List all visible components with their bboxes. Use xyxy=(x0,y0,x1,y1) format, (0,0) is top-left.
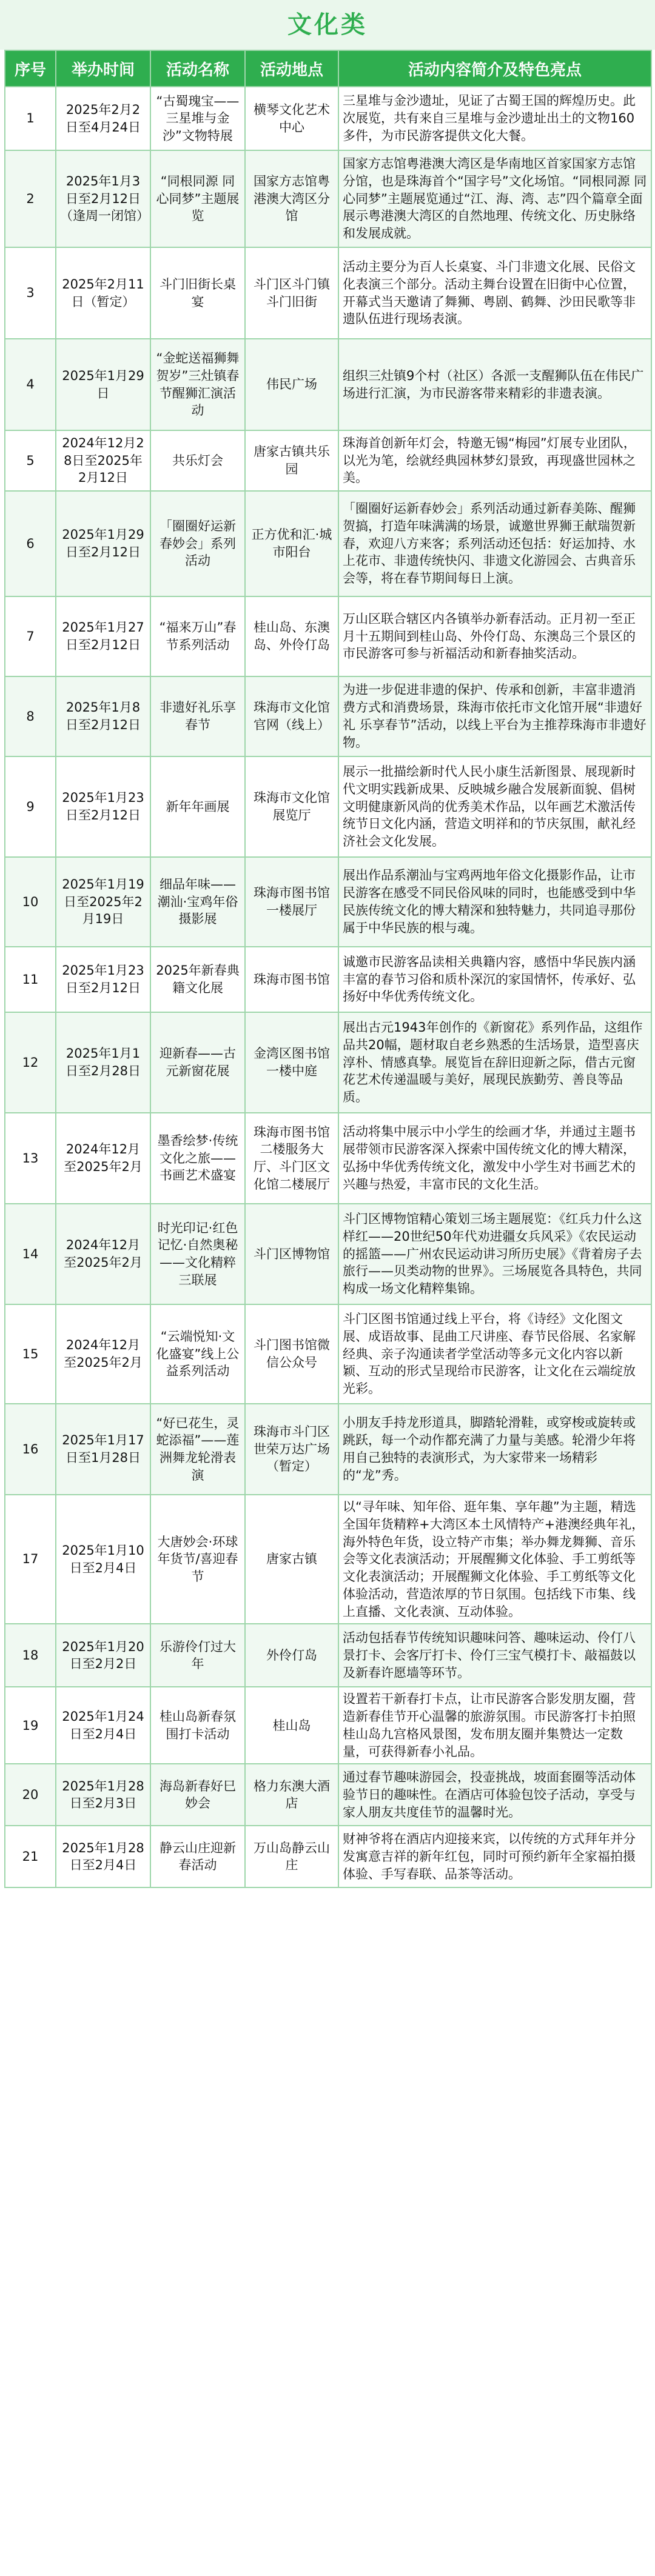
row-description: 诚邀市民游客品读相关典籍内容，感悟中华民族内涵丰富的春节习俗和质朴深沉的家国情怀，传承好、弘扬好中华优秀传统文化。 xyxy=(338,947,651,1012)
row-activity-name: 斗门旧街长桌宴 xyxy=(150,247,245,339)
row-activity-name: 大唐妙会·环球年货节/喜迎春节 xyxy=(150,1495,245,1624)
row-description: 小朋友手持龙形道具，脚踏轮滑鞋，或穿梭或旋转或跳跃，每一个动作都充满了力量与美感。轮滑少年将用自己独特的表演形式，为大家带来一场精彩的“龙”秀。 xyxy=(338,1404,651,1495)
row-number: 17 xyxy=(5,1495,56,1624)
row-activity-name: 静云山庄迎新春活动 xyxy=(150,1826,245,1887)
row-description: 展出作品系潮汕与宝鸡两地年俗文化摄影作品，让市民游客在感受不同民俗风味的同时，也能感受到中华民族传统文化的博大精深和独特魅力，共同追寻那份属于中华民族的根与魂。 xyxy=(338,857,651,947)
row-location: 唐家古镇共乐园 xyxy=(245,430,338,491)
table-row xyxy=(5,150,651,247)
table-row xyxy=(5,339,651,430)
row-number: 10 xyxy=(5,857,56,947)
row-time: 2025年1月17日至1月28日 xyxy=(56,1404,150,1495)
row-description: 活动包括春节传统知识趣味问答、趣味运动、伶仃八景打卡、会客厅打卡、伶仃三宝气模打卡、敲福鼓以及新春许愿墙等环节。 xyxy=(338,1624,651,1687)
row-location: 斗门图书馆微信公众号 xyxy=(245,1304,338,1404)
table-row xyxy=(5,1012,651,1113)
row-activity-name: 2025年新春典籍文化展 xyxy=(150,947,245,1012)
row-time: 2025年1月28日至2月3日 xyxy=(56,1764,150,1826)
header-no: 序号 xyxy=(5,50,56,87)
table-body xyxy=(5,87,651,1887)
table-row xyxy=(5,857,651,947)
row-time: 2025年1月28日至2月4日 xyxy=(56,1826,150,1887)
row-number: 8 xyxy=(5,676,56,756)
row-time: 2024年12月28日至2025年2月12日 xyxy=(56,430,150,491)
row-location: 斗门区博物馆 xyxy=(245,1204,338,1304)
row-description: 三星堆与金沙遗址，见证了古蜀王国的辉煌历史。此次展览，共有来自三星堆与金沙遗址出土的文物160多件，为市民游客提供文化大餐。 xyxy=(338,87,651,150)
table-row xyxy=(5,1687,651,1764)
header-place: 活动地点 xyxy=(245,50,338,87)
row-location: 金湾区图书馆一楼中庭 xyxy=(245,1012,338,1113)
row-activity-name: “好已花生，灵蛇添福”——莲洲舞龙轮滑表演 xyxy=(150,1404,245,1495)
row-number: 14 xyxy=(5,1204,56,1304)
row-time: 2025年1月23日至2月12日 xyxy=(56,756,150,857)
table-row xyxy=(5,87,651,150)
row-location: 桂山岛、东澳岛、外伶仃岛 xyxy=(245,596,338,676)
row-activity-name: 新年年画展 xyxy=(150,756,245,857)
row-location: 斗门区斗门镇斗门旧街 xyxy=(245,247,338,339)
row-location: 珠海市文化馆展览厅 xyxy=(245,756,338,857)
row-number: 12 xyxy=(5,1012,56,1113)
row-location: 格力东澳大酒店 xyxy=(245,1764,338,1826)
row-number: 16 xyxy=(5,1404,56,1495)
row-location: 唐家古镇 xyxy=(245,1495,338,1624)
row-activity-name: “福来万山”春节系列活动 xyxy=(150,596,245,676)
row-description: 活动主要分为百人长桌宴、斗门非遗文化展、民俗文化表演三个部分。活动主舞台设置在旧街中心位置，开幕式当天邀请了舞狮、粤剧、鹤舞、沙田民歌等非遗队伍进行现场表演。 xyxy=(338,247,651,339)
table-row xyxy=(5,1624,651,1687)
row-description: 「圈圈好运新春妙会」系列活动通过新春美陈、醒狮贺搞，打造年味满满的场景，诚邀世界狮王献瑞贺新春，欢迎八方来客；系列活动还包括：好运加持、水上花市、非遗传统快闪、非遗文化游园会、古典音乐会等，将在春节期间每日上演。 xyxy=(338,491,651,596)
row-number: 18 xyxy=(5,1624,56,1687)
table-row xyxy=(5,247,651,339)
table-row xyxy=(5,1764,651,1826)
table-row xyxy=(5,676,651,756)
row-location: 国家方志馆粤港澳大湾区分馆 xyxy=(245,150,338,247)
row-time: 2025年1月27日至2月12日 xyxy=(56,596,150,676)
row-activity-name: 非遗好礼乐享春节 xyxy=(150,676,245,756)
row-time: 2025年1月19日至2025年2月19日 xyxy=(56,857,150,947)
row-number: 4 xyxy=(5,339,56,430)
table-row xyxy=(5,491,651,596)
table-row xyxy=(5,1826,651,1887)
row-time: 2025年1月1日至2月28日 xyxy=(56,1012,150,1113)
row-location: 伟民广场 xyxy=(245,339,338,430)
row-description: 以“寻年味、知年俗、逛年集、享年趣”为主题，精选全国年货精粹+大湾区本土风情特产+港澳经典年礼，海外特色年货，设立特产市集；举办舞龙舞狮、音乐会等文化表演活动；开展醒狮文化体验、手工剪纸等文化表演活动；开展醒狮文化体验、手工剪纸等文化体验活动，营造浓厚的节日氛围。包括线下市集、线上直播、文化表演、互动体验。 xyxy=(338,1495,651,1624)
table-row xyxy=(5,1304,651,1404)
row-number: 6 xyxy=(5,491,56,596)
row-number: 13 xyxy=(5,1113,56,1204)
row-time: 2025年1月29日 xyxy=(56,339,150,430)
row-number: 19 xyxy=(5,1687,56,1764)
table-row xyxy=(5,1204,651,1304)
row-activity-name: 海岛新春好巳妙会 xyxy=(150,1764,245,1826)
row-location: 万山岛静云山庄 xyxy=(245,1826,338,1887)
row-description: 组织三灶镇9个村（社区）各派一支醒狮队伍在伟民广场进行汇演，为市民游客带来精彩的非遗表演。 xyxy=(338,339,651,430)
row-time: 2024年12月至2025年2月 xyxy=(56,1304,150,1404)
row-number: 5 xyxy=(5,430,56,491)
table-row xyxy=(5,1113,651,1204)
row-location: 珠海市文化馆官网（线上） xyxy=(245,676,338,756)
row-description: 展示一批描绘新时代人民小康生活新图景、展现新时代文明实践新成果、反映城乡融合发展新面貌、倡树文明健康新风尚的优秀美术作品，以年画艺术激活传统节日文化内涵，营造文明祥和的节庆氛围，献礼经济社会文化发展。 xyxy=(338,756,651,857)
row-activity-name: 共乐灯会 xyxy=(150,430,245,491)
header-desc: 活动内容简介及特色亮点 xyxy=(338,50,651,87)
row-number: 9 xyxy=(5,756,56,857)
row-location: 桂山岛 xyxy=(245,1687,338,1764)
row-number: 3 xyxy=(5,247,56,339)
row-time: 2025年1月24日至2月4日 xyxy=(56,1687,150,1764)
header-time: 举办时间 xyxy=(56,50,150,87)
table-row xyxy=(5,947,651,1012)
row-description: 展出古元1943年创作的《新窗花》系列作品，这组作品共20幅，题材取自老乡熟悉的生活场景，造型喜庆淳朴、情感真挚。展览旨在辞旧迎新之际，借古元窗花艺术传递温暖与美好，展现民族勤劳、善良等品质。 xyxy=(338,1012,651,1113)
row-description: 斗门区博物馆精心策划三场主题展览：《红兵力什么这样红——20世纪50年代劝进疆女兵风采》《农民运动的摇篮——广州农民运动讲习所历史展》《背着房子去旅行——贝类动物的世界》。三场展览各具特色，共同构成一场文化精粹集锦。 xyxy=(338,1204,651,1304)
row-number: 1 xyxy=(5,87,56,150)
row-activity-name: “金蛇送福狮舞贺岁”三灶镇春节醒狮汇演活动 xyxy=(150,339,245,430)
table-row xyxy=(5,1404,651,1495)
table-row xyxy=(5,596,651,676)
row-time: 2025年2月2日至4月24日 xyxy=(56,87,150,150)
row-time: 2025年1月3日至2月12日（逢周一闭馆） xyxy=(56,150,150,247)
row-description: 珠海首创新年灯会，特邀无锡“梅园”灯展专业团队，以光为笔，绘就经典园林梦幻景致，再现盛世园林之美。 xyxy=(338,430,651,491)
row-location: 外伶仃岛 xyxy=(245,1624,338,1687)
table-row xyxy=(5,1495,651,1624)
row-number: 11 xyxy=(5,947,56,1012)
row-number: 21 xyxy=(5,1826,56,1887)
activity-table xyxy=(4,50,652,1888)
row-time: 2025年1月23日至2月12日 xyxy=(56,947,150,1012)
row-location: 正方优和汇·城市阳台 xyxy=(245,491,338,596)
row-location: 珠海市图书馆 xyxy=(245,947,338,1012)
row-time: 2024年12月至2025年2月 xyxy=(56,1113,150,1204)
row-location: 横琴文化艺术中心 xyxy=(245,87,338,150)
row-description: 通过春节趣味游园会，投壶挑战，坡面套圈等活动体验节日的趣味性。在酒店可体验包饺子活动，享受与家人朋友共度佳节的温馨时光。 xyxy=(338,1764,651,1826)
header-name: 活动名称 xyxy=(150,50,245,87)
row-time: 2025年1月20日至2月2日 xyxy=(56,1624,150,1687)
row-description: 财神爷将在酒店内迎接来宾，以传统的方式拜年并分发寓意吉祥的新年红包，同时可预约新年全家福拍摄体验、手写春联、品茶等活动。 xyxy=(338,1826,651,1887)
row-activity-name: 迎新春——古元新窗花展 xyxy=(150,1012,245,1113)
row-activity-name: 细品年味——潮汕·宝鸡年俗摄影展 xyxy=(150,857,245,947)
row-activity-name: “云端悦知·文化盛宴”线上公益系列活动 xyxy=(150,1304,245,1404)
row-description: 设置若干新春打卡点，让市民游客合影发朋友圈，营造新春佳节开心温馨的旅游氛围。市民游客打卡拍照桂山岛九宫格风景图，发布朋友圈并集赞达一定数量，可获得新春小礼品。 xyxy=(338,1687,651,1764)
row-location: 珠海市图书馆二楼服务大厅、斗门区文化馆二楼展厅 xyxy=(245,1113,338,1204)
row-activity-name: 乐游伶仃过大年 xyxy=(150,1624,245,1687)
row-location: 珠海市图书馆一楼展厅 xyxy=(245,857,338,947)
row-activity-name: “同根同源 同心同梦”主题展览 xyxy=(150,150,245,247)
row-number: 20 xyxy=(5,1764,56,1826)
row-number: 2 xyxy=(5,150,56,247)
row-activity-name: 桂山岛新春氛围打卡活动 xyxy=(150,1687,245,1764)
row-description: 万山区联合辖区内各镇举办新春活动。正月初一至正月十五期间到桂山岛、外伶仃岛、东澳岛三个景区的市民游客可参与祈福活动和新春抽奖活动。 xyxy=(338,596,651,676)
row-activity-name: 「圈圈好运新春妙会」系列活动 xyxy=(150,491,245,596)
row-description: 斗门区图书馆通过线上平台，将《诗经》文化图文展、成语故事、昆曲工尺讲座、春节民俗展、名家解经典、亲子沟通读者学堂活动等多元文化内容以新颖、互动的形式呈现给市民游客，让文化在云端绽放光彩。 xyxy=(338,1304,651,1404)
row-number: 15 xyxy=(5,1304,56,1404)
table-row xyxy=(5,756,651,857)
row-activity-name: 墨香绘梦·传统文化之旅——书画艺术盛宴 xyxy=(150,1113,245,1204)
row-time: 2024年12月至2025年2月 xyxy=(56,1204,150,1304)
row-time: 2025年1月8日至2月12日 xyxy=(56,676,150,756)
row-description: 活动将集中展示中小学生的绘画才华，并通过主题书展带领市民游客深入探索中国传统文化的博大精深，弘扬中华优秀传统文化，激发中小学生对书画艺术的兴趣与热爱，丰富市民的文化生活。 xyxy=(338,1113,651,1204)
row-time: 2025年2月11日（暂定） xyxy=(56,247,150,339)
row-description: 为进一步促进非遗的保护、传承和创新，丰富非遗消费方式和消费场景，珠海市依托市文化馆开展“非遗好礼 乐享春节”活动，以线上平台为主推荐珠海市非遗好物。 xyxy=(338,676,651,756)
row-activity-name: 时光印记·红色记忆·自然奥秘——文化精粹三联展 xyxy=(150,1204,245,1304)
row-activity-name: “古蜀瑰宝——三星堆与金沙”文物特展 xyxy=(150,87,245,150)
row-time: 2025年1月10日至2月4日 xyxy=(56,1495,150,1624)
row-time: 2025年1月29日至2月12日 xyxy=(56,491,150,596)
row-location: 珠海市斗门区世荣万达广场（暂定） xyxy=(245,1404,338,1495)
table-row xyxy=(5,430,651,491)
table-header-row xyxy=(5,50,651,87)
row-description: 国家方志馆粤港澳大湾区是华南地区首家国家方志馆分馆，也是珠海首个“国字号”文化场馆。“同根同源 同心同梦”主题展览通过“江、海、湾、志”四个篇章全面展示粤港澳大湾区的自然地理、传统文化、历史脉络和发展成就。 xyxy=(338,150,651,247)
row-number: 7 xyxy=(5,596,56,676)
page-title: 文化类 xyxy=(0,0,655,50)
